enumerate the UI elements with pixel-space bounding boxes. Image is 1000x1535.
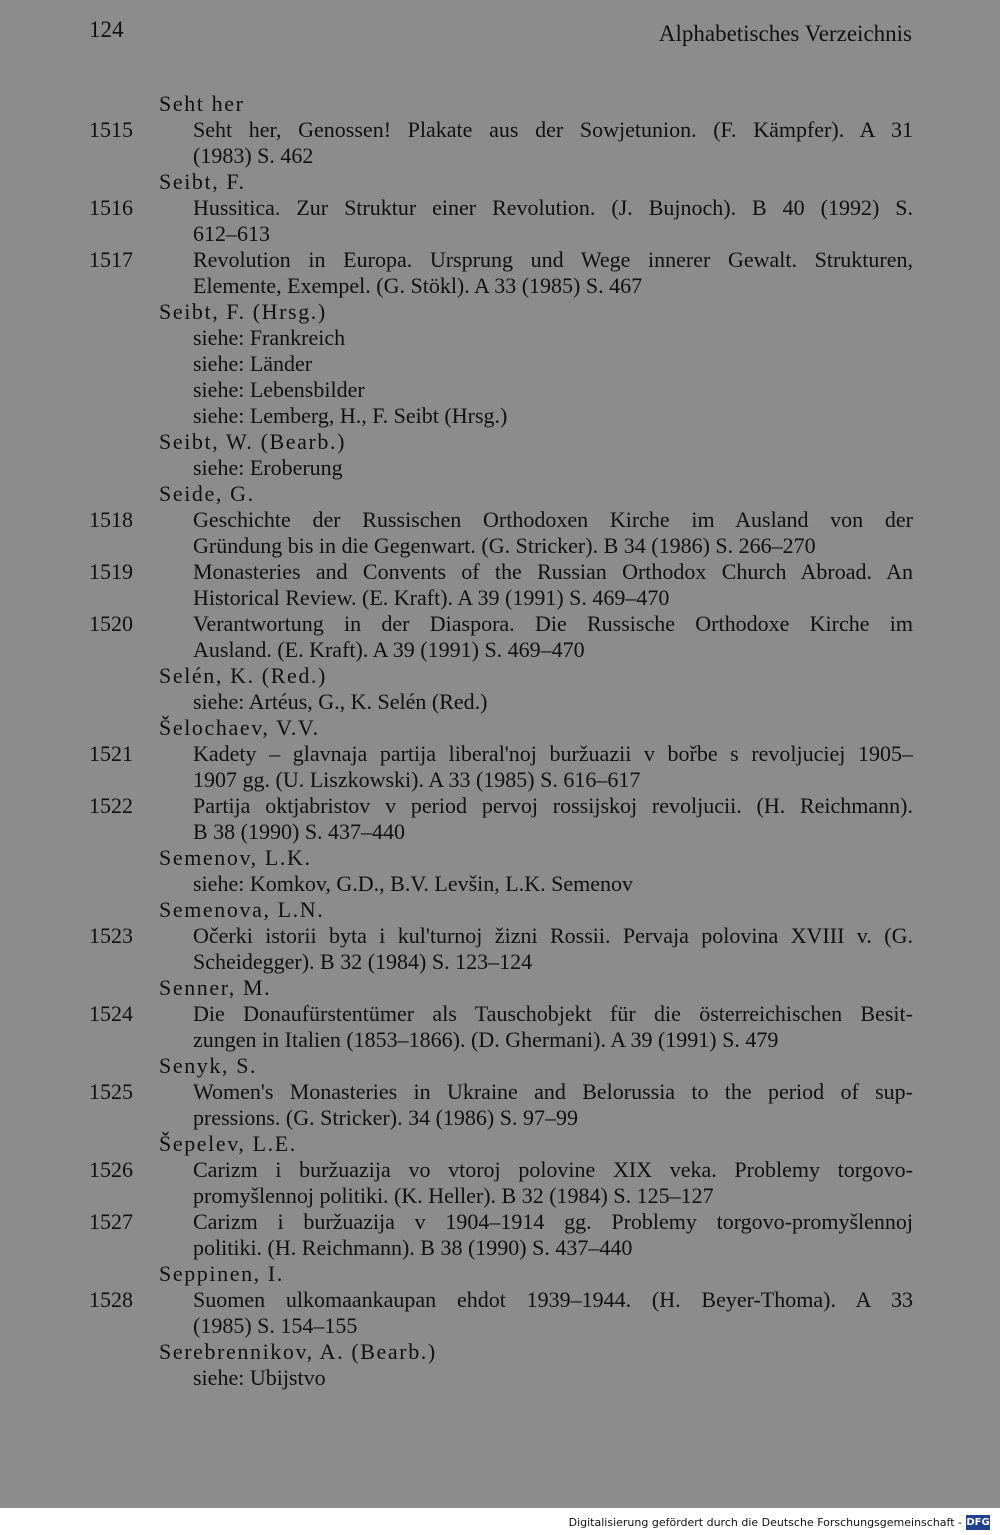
author-heading: Seibt, F. [159,169,246,194]
index-line [0,1131,1000,1157]
index-line [0,117,1000,143]
index-line [0,143,1000,169]
entry-continuation: zungen in Italien (1853–1866). (D. Ghermani). A 39 (1991) S. 479 [193,1027,779,1052]
entry-continuation: B 38 (1990) S. 437–440 [193,819,406,844]
author-heading: Semenov, L.K. [159,845,312,870]
index-line [0,169,1000,195]
page-number: 124 [89,17,124,42]
index-entries [0,91,1000,1391]
entry-number: 1526 [89,1157,133,1182]
entry-number: 1516 [89,195,133,220]
author-heading: Serebrennikov, A. (Bearb.) [159,1339,437,1364]
author-heading: Seppinen, I. [159,1261,284,1286]
index-line [0,403,1000,429]
author-heading: Šelochaev, V.V. [159,715,320,740]
index-line [0,91,1000,117]
dfg-logo: DFG [966,1517,990,1528]
entry-continuation: Historical Review. (E. Kraft). A 39 (1991) S. 469–470 [193,585,670,610]
entry-continuation: siehe: Artéus, G., K. Selén (Red.) [193,689,488,714]
author-heading: Seht her [159,91,245,116]
index-line [0,1027,1000,1053]
entry-number: 1528 [89,1287,133,1312]
entry-number: 1520 [89,611,133,636]
entry-title: Hussitica. Zur Struktur einer Revolution. (J. Bujnoch). B 40 (1992) S. [193,195,913,220]
index-line [0,1287,1000,1313]
index-line [0,793,1000,819]
entry-number: 1519 [89,559,133,584]
index-line [0,715,1000,741]
entry-title: Women's Monasteries in Ukraine and Belorussia to the period of sup- [193,1079,913,1104]
entry-title: Carizm i buržuazija v 1904–1914 gg. Problemy torgovo-promyšlennoj [193,1209,913,1234]
entry-title: Verantwortung in der Diaspora. Die Russische Orthodoxe Kirche im [193,611,913,636]
index-line [0,429,1000,455]
entry-number: 1527 [89,1209,133,1234]
author-heading: Šepelev, L.E. [159,1131,297,1156]
entry-continuation: siehe: Eroberung [193,455,343,480]
index-line [0,767,1000,793]
entry-title: Partija oktjabristov v period pervoj rossijskoj revoljucii. (H. Reichmann). [193,793,913,818]
entry-continuation: siehe: Komkov, G.D., B.V. Levšin, L.K. Semenov [193,871,633,896]
index-line [0,1339,1000,1365]
index-line [0,533,1000,559]
author-heading: Seide, G. [159,481,255,506]
index-line [0,819,1000,845]
index-line [0,481,1000,507]
entry-continuation: politiki. (H. Reichmann). B 38 (1990) S. 437–440 [193,1235,633,1260]
entry-title: Revolution in Europa. Ursprung und Wege innerer Gewalt. Strukturen, [193,247,913,272]
index-line [0,507,1000,533]
entry-title: Suomen ulkomaankaupan ehdot 1939–1944. (H. Beyer-Thoma). A 33 [193,1287,913,1312]
index-line [0,325,1000,351]
index-line [0,897,1000,923]
entry-continuation: siehe: Lebensbilder [193,377,365,402]
entry-title: Geschichte der Russischen Orthodoxen Kirche im Ausland von der [193,507,913,532]
entry-continuation: Ausland. (E. Kraft). A 39 (1991) S. 469–470 [193,637,585,662]
index-line [0,351,1000,377]
author-heading: Senner, M. [159,975,272,1000]
index-line [0,637,1000,663]
entry-title: Kadety – glavnaja partija liberal'noj buržuazii v bořbe s revoljuciej 1905– [193,741,913,766]
entry-continuation: siehe: Frankreich [193,325,346,350]
entry-number: 1525 [89,1079,133,1104]
entry-number: 1522 [89,793,133,818]
entry-number: 1518 [89,507,133,532]
index-line [0,1209,1000,1235]
index-line [0,585,1000,611]
entry-continuation: 612–613 [193,221,270,246]
entry-continuation: (1983) S. 462 [193,143,314,168]
running-title: Alphabetisches Verzeichnis [658,21,912,46]
entry-continuation: promyšlennoj politiki. (K. Heller). B 32 (1984) S. 125–127 [193,1183,714,1208]
index-line [0,1365,1000,1391]
index-line [0,1053,1000,1079]
index-line [0,611,1000,637]
author-heading: Selén, K. (Red.) [159,663,327,688]
page-header [0,0,1000,60]
entry-number: 1521 [89,741,133,766]
index-line [0,377,1000,403]
entry-number: 1517 [89,247,133,272]
index-line [0,663,1000,689]
entry-continuation: 1907 gg. (U. Liszkowski). A 33 (1985) S. 616–617 [193,767,641,792]
author-heading: Semenova, L.N. [159,897,325,922]
entry-title: Očerki istorii byta i kul'turnoj žizni Rossii. Pervaja polovina XVIII v. (G. [193,923,913,948]
index-line [0,1313,1000,1339]
digitization-footer [0,1508,1000,1535]
index-line [0,923,1000,949]
author-heading: Seibt, F. (Hrsg.) [159,299,327,324]
entry-continuation: siehe: Lemberg, H., F. Seibt (Hrsg.) [193,403,508,428]
entry-title: Die Donaufürstentümer als Tauschobjekt für die österreichischen Besit- [193,1001,913,1026]
index-line [0,247,1000,273]
entry-continuation: Scheidegger). B 32 (1984) S. 123–124 [193,949,533,974]
index-line [0,299,1000,325]
index-line [0,221,1000,247]
entry-number: 1524 [89,1001,133,1026]
index-line [0,1235,1000,1261]
index-line [0,1183,1000,1209]
index-line [0,273,1000,299]
entry-number: 1515 [89,117,133,142]
index-line [0,845,1000,871]
index-line [0,689,1000,715]
index-line [0,1157,1000,1183]
entry-continuation: (1985) S. 154–155 [193,1313,358,1338]
author-heading: Senyk, S. [159,1053,258,1078]
entry-continuation: siehe: Ubijstvo [193,1365,326,1390]
index-line [0,741,1000,767]
index-line [0,949,1000,975]
entry-title: Carizm i buržuazija vo vtoroj polovine XIX veka. Problemy torgovo- [193,1157,913,1182]
footer-credit: Digitalisierung gefördert durch die Deutsche Forschungsgemeinschaft - [568,1516,962,1529]
entry-title: Monasteries and Convents of the Russian Orthodox Church Abroad. An [193,559,913,584]
entry-number: 1523 [89,923,133,948]
author-heading: Seibt, W. (Bearb.) [159,429,347,454]
index-line [0,195,1000,221]
entry-continuation: Gründung bis in die Gegenwart. (G. Stricker). B 34 (1986) S. 266–270 [193,533,816,558]
entry-continuation: Elemente, Exempel. (G. Stökl). A 33 (1985) S. 467 [193,273,643,298]
entry-continuation: siehe: Länder [193,351,313,376]
index-line [0,1001,1000,1027]
index-line [0,1261,1000,1287]
index-line [0,871,1000,897]
index-line [0,1079,1000,1105]
index-line [0,1105,1000,1131]
index-line [0,559,1000,585]
entry-title: Seht her, Genossen! Plakate aus der Sowjetunion. (F. Kämpfer). A 31 [193,117,913,142]
entry-continuation: pressions. (G. Stricker). 34 (1986) S. 97–99 [193,1105,578,1130]
index-line [0,975,1000,1001]
index-line [0,455,1000,481]
